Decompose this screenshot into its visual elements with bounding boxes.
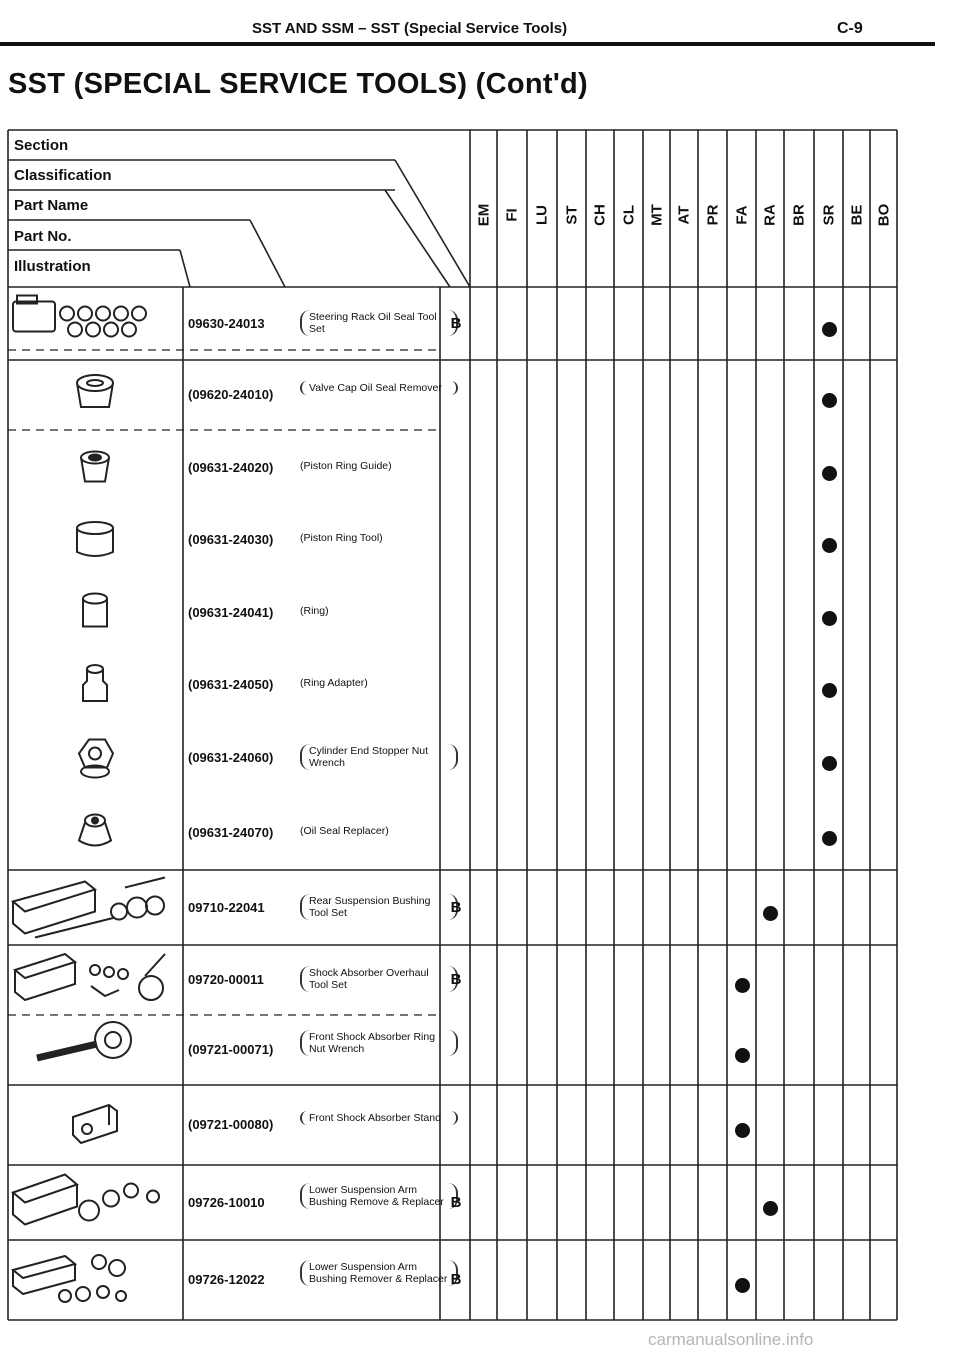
- section-marker-dot: [763, 1201, 778, 1216]
- part-name: Lower Suspension Arm Bushing Remove & Replacer: [300, 1183, 458, 1209]
- column-header-label: FA: [733, 205, 750, 225]
- column-header-label: FI: [503, 208, 521, 222]
- column-header-bo: [872, 170, 896, 260]
- ring-icon: [83, 594, 107, 627]
- part-name: (Oil Seal Replacer): [300, 824, 389, 837]
- arm-bushing-remover-icon: [13, 1255, 126, 1302]
- column-header-ch: [588, 170, 612, 260]
- column-header-label: BO: [875, 203, 892, 227]
- classification-value: B: [450, 898, 462, 916]
- header-part-no: Part No.: [14, 228, 72, 245]
- part-name: Valve Cap Oil Seal Remover: [300, 381, 458, 395]
- part-number: (09631-24030): [188, 532, 274, 547]
- column-header-pr: [701, 170, 725, 260]
- part-name: (Ring): [300, 604, 329, 617]
- column-header-label: CH: [591, 204, 609, 226]
- seal-replacer-icon: [79, 815, 111, 846]
- ring-adapter-icon: [83, 665, 107, 701]
- section-marker-dot: [822, 831, 837, 846]
- absorber-stand-icon: [73, 1105, 117, 1143]
- header-diagonal: [250, 220, 285, 287]
- arm-bushing-set-icon: [13, 1175, 159, 1225]
- part-number: (09620-24010): [188, 387, 274, 402]
- column-header-label: RA: [761, 204, 779, 226]
- header-diagonal: [180, 250, 190, 287]
- ring-guide-icon: [81, 452, 109, 482]
- section-marker-dot: [822, 611, 837, 626]
- column-header-label: ST: [563, 205, 580, 225]
- column-header-label: BE: [848, 204, 865, 226]
- column-header-label: AT: [675, 205, 693, 225]
- column-header-fa: [730, 170, 754, 260]
- column-header-mt: [645, 170, 669, 260]
- part-name: Lower Suspension Arm Bushing Remover & Replacer: [300, 1260, 458, 1286]
- part-number: (09631-24041): [188, 604, 274, 620]
- part-name: Shock Absorber Overhaul Tool Set: [300, 966, 458, 992]
- header-section: Section: [14, 137, 69, 154]
- section-marker-dot: [822, 393, 837, 408]
- ring-tool-icon: [77, 522, 113, 556]
- column-header-st: [560, 170, 584, 260]
- part-name: Cylinder End Stopper Nut Wrench: [300, 744, 458, 770]
- section-marker-dot: [735, 1278, 750, 1293]
- section-marker-dot: [822, 756, 837, 771]
- column-header-br: [787, 170, 811, 260]
- column-header-be: [845, 170, 869, 260]
- part-number: (09631-24050): [188, 677, 274, 692]
- column-header-label: EM: [475, 203, 492, 227]
- section-marker-dot: [763, 906, 778, 921]
- part-name: Rear Suspension Bushing Tool Set: [300, 894, 458, 920]
- nut-wrench-icon: [79, 740, 113, 778]
- part-name: (Piston Ring Guide): [300, 459, 392, 472]
- column-header-em: [472, 170, 496, 260]
- part-name: (Piston Ring Tool): [300, 532, 383, 544]
- header-classification: Classification: [14, 167, 112, 184]
- column-header-lu: [530, 170, 554, 260]
- column-header-label: SR: [820, 204, 837, 226]
- page-title: SST (SPECIAL SERVICE TOOLS) (Cont'd): [8, 68, 589, 100]
- part-number: 09710-22041: [188, 899, 265, 915]
- column-header-cl: [617, 170, 641, 260]
- column-header-label: CL: [620, 205, 637, 225]
- section-marker-dot: [735, 1123, 750, 1138]
- part-number: (09721-00071): [188, 1042, 274, 1057]
- part-name: Steering Rack Oil Seal Tool Set: [300, 310, 458, 336]
- section-marker-dot: [822, 466, 837, 481]
- section-marker-dot: [735, 1048, 750, 1063]
- running-title: SST AND SSM – SST (Special Service Tools): [252, 20, 568, 37]
- part-name: (Ring Adapter): [300, 677, 368, 689]
- header-illustration: Illustration: [14, 258, 91, 275]
- column-header-at: [672, 170, 696, 260]
- column-header-label: PR: [704, 204, 721, 226]
- part-number: 09726-10010: [188, 1194, 265, 1210]
- header-part-name: Part Name: [14, 197, 89, 214]
- shock-tool-set-icon: [15, 954, 165, 1000]
- part-number: (09721-00080): [188, 1117, 274, 1132]
- page-number: C-9: [837, 20, 863, 37]
- part-number: 09630-24013: [188, 315, 265, 331]
- header-diagonal: [395, 160, 470, 287]
- part-name: Front Shock Absorber Stand: [300, 1111, 458, 1125]
- column-header-fi: [500, 170, 524, 260]
- section-marker-dot: [822, 683, 837, 698]
- part-number: (09631-24060): [188, 749, 274, 765]
- section-marker-dot: [822, 538, 837, 553]
- header-diagonal: [385, 190, 450, 287]
- column-header-sr: [817, 170, 841, 260]
- classification-value: B: [450, 971, 462, 988]
- bushing-tool-set-icon: [13, 878, 165, 938]
- part-number: 09720-00011: [188, 972, 264, 987]
- part-number: (09631-24070): [188, 824, 274, 840]
- section-marker-dot: [735, 978, 750, 993]
- column-header-label: MT: [648, 204, 665, 226]
- part-number: (09631-24020): [188, 459, 274, 475]
- column-header-label: BR: [790, 204, 808, 226]
- ring-nut-wrench-icon: [37, 1022, 131, 1058]
- classification-value: B: [450, 1271, 462, 1288]
- watermark-text: carmanualsonline.info: [648, 1330, 814, 1349]
- part-name: Front Shock Absorber Ring Nut Wrench: [300, 1030, 458, 1056]
- section-marker-dot: [822, 322, 837, 337]
- column-header-label: LU: [533, 205, 551, 225]
- classification-value: B: [450, 314, 462, 332]
- part-number: 09726-12022: [188, 1272, 265, 1287]
- cup-icon: [77, 375, 113, 407]
- column-header-ra: [758, 170, 782, 260]
- classification-value: B: [450, 1193, 462, 1211]
- seal-tool-set-icon: [13, 296, 146, 337]
